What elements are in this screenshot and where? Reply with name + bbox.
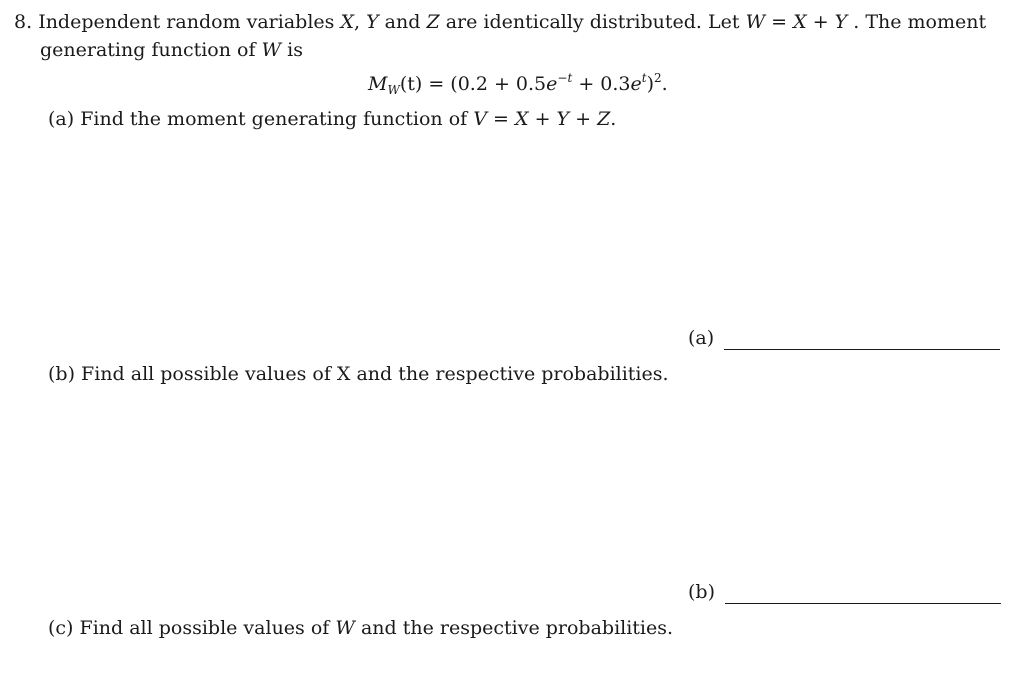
var-w: W bbox=[745, 11, 766, 33]
formula-arg: (t) bbox=[399, 73, 423, 95]
formula-e: e bbox=[546, 73, 558, 95]
problem-text: The moment bbox=[865, 11, 987, 33]
formula-power: 2 bbox=[654, 71, 662, 85]
part-a-question bbox=[48, 107, 616, 131]
part-a-text: Find the moment generating function of bbox=[80, 108, 468, 130]
var-w: W bbox=[261, 39, 282, 61]
var-y: Y bbox=[834, 11, 848, 33]
formula-m: M bbox=[368, 73, 388, 95]
var-z: Z bbox=[597, 108, 611, 130]
var-y: Y bbox=[556, 108, 570, 130]
part-c-text: and the respective probabilities. bbox=[360, 617, 674, 639]
plus-sign: + bbox=[534, 108, 551, 130]
part-b-question bbox=[48, 362, 669, 386]
comma: , bbox=[353, 11, 361, 33]
problem-text: is bbox=[287, 39, 303, 61]
plus-sign: + bbox=[812, 11, 829, 33]
period: . bbox=[853, 11, 860, 33]
var-v: V bbox=[473, 108, 487, 130]
problem-line-1 bbox=[14, 10, 986, 34]
var-x: X bbox=[793, 11, 807, 33]
var-w: W bbox=[335, 617, 355, 639]
formula-e: e bbox=[630, 73, 642, 95]
formula-exponent: t bbox=[641, 71, 647, 85]
mgf-formula bbox=[368, 66, 668, 102]
answer-b-label: (b) bbox=[688, 581, 715, 603]
var-x: X bbox=[340, 11, 354, 33]
period: . bbox=[610, 108, 617, 130]
answer-a-blank[interactable] bbox=[724, 331, 1000, 350]
formula-body: (0.2 + 0.5 bbox=[450, 73, 547, 95]
part-c-question bbox=[48, 616, 673, 640]
equals-sign: = bbox=[771, 11, 788, 33]
answer-b-blank[interactable] bbox=[725, 585, 1001, 604]
equals-sign: = bbox=[493, 108, 509, 130]
problem-line-2 bbox=[40, 38, 303, 62]
var-x: X bbox=[514, 108, 529, 130]
var-z: Z bbox=[426, 11, 440, 33]
part-c-text: Find all possible values of bbox=[79, 617, 330, 639]
problem-number: 8. bbox=[14, 11, 33, 33]
answer-b-row bbox=[688, 580, 1001, 604]
var-y: Y bbox=[366, 11, 379, 33]
equals-sign: = bbox=[428, 73, 445, 95]
formula-close: ) bbox=[646, 73, 655, 95]
and-word: and bbox=[384, 11, 421, 33]
problem-text: are identically distributed. Let bbox=[445, 11, 740, 33]
answer-a-row bbox=[688, 326, 1000, 350]
part-c-label: (c) bbox=[48, 617, 74, 639]
part-b-text: Find all possible values of X and the respective probabilities. bbox=[81, 363, 669, 385]
answer-a-label: (a) bbox=[688, 327, 715, 349]
formula-subscript-w: W bbox=[387, 83, 400, 97]
problem-text: Independent random variables bbox=[38, 11, 335, 33]
formula-body: + 0.3 bbox=[572, 73, 631, 95]
formula-end: . bbox=[661, 73, 668, 95]
part-a-label: (a) bbox=[48, 108, 75, 130]
problem-text: generating function of bbox=[40, 39, 256, 61]
part-b-label: (b) bbox=[48, 363, 75, 385]
formula-exponent: −t bbox=[557, 71, 573, 85]
plus-sign: + bbox=[575, 108, 592, 130]
